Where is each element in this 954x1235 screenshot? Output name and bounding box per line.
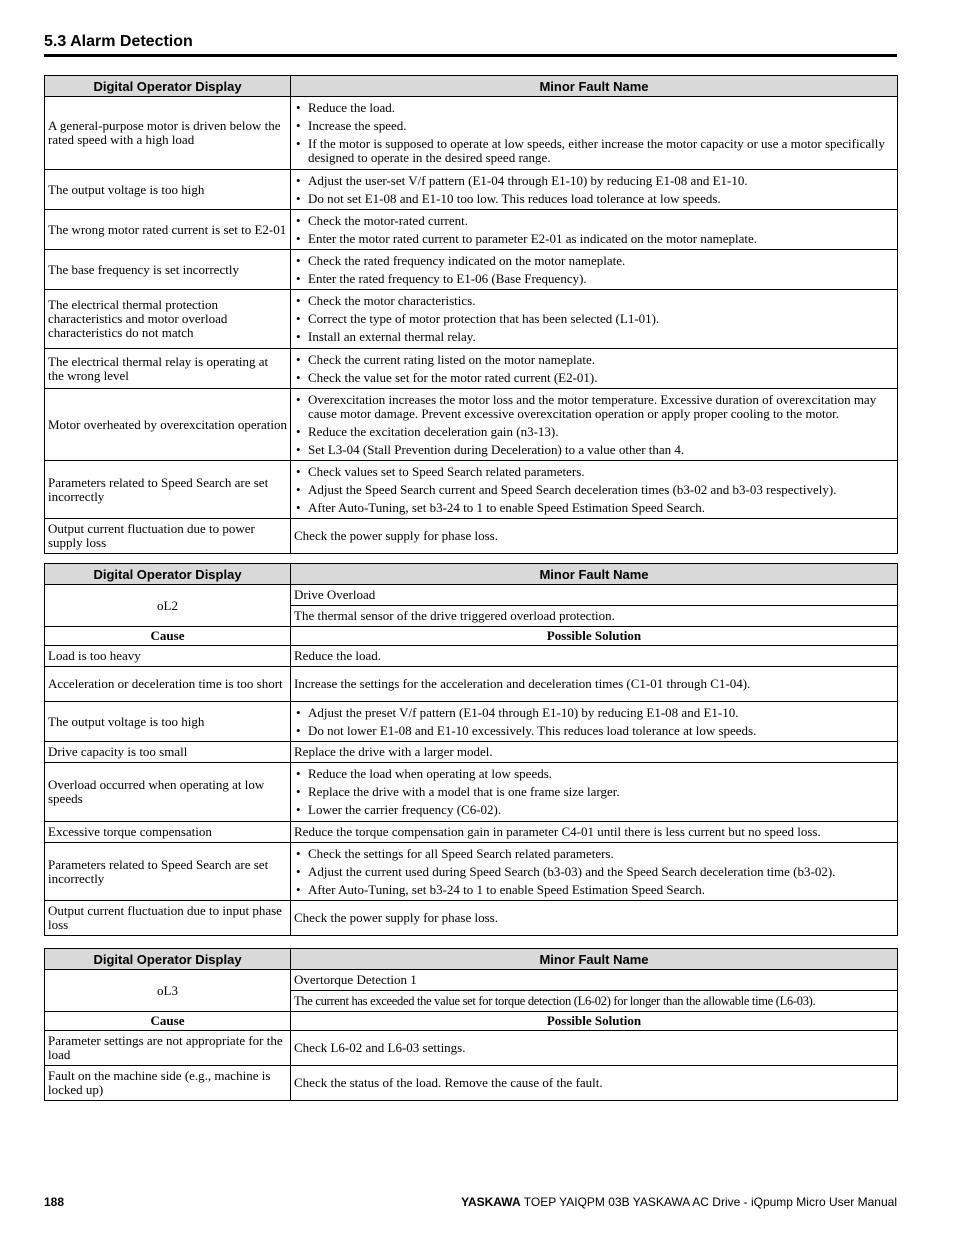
table-header-row (45, 76, 898, 97)
fault-name-row (45, 585, 898, 606)
solution-item: • Overexcitation increases the motor loss and the motor temperature. Excessive duration of overexcitation may cause motor damage. Prevent excessive overexcitation operation or apply proper cooling to the motor. (294, 393, 894, 421)
display-code: oL2 (45, 585, 291, 627)
sub-header-row (45, 1012, 898, 1031)
table-row (45, 742, 898, 763)
solution-item: • Adjust the user-set V/f pattern (E1-04 through E1-10) by reducing E1-08 and E1-10. (294, 174, 894, 188)
table-row (45, 1031, 898, 1066)
solution-item: • After Auto-Tuning, set b3-24 to 1 to enable Speed Estimation Speed Search. (294, 883, 894, 897)
table-row (45, 519, 898, 554)
cause-cell: Fault on the machine side (e.g., machine is locked up) (45, 1066, 291, 1101)
solution-item: • Install an external thermal relay. (294, 330, 894, 344)
table-row (45, 210, 898, 250)
solution-cell (291, 97, 898, 170)
table-row (45, 843, 898, 901)
solution-cell (291, 170, 898, 210)
solution-item: • Check the settings for all Speed Search related parameters. (294, 847, 894, 861)
cause-cell: Parameters related to Speed Search are set incorrectly (45, 843, 291, 901)
cause-header: Cause (45, 1012, 291, 1031)
cause-cell: The output voltage is too high (45, 702, 291, 742)
cause-cell: The electrical thermal protection characteristics and motor overload characteristics do not match (45, 290, 291, 349)
table-row (45, 97, 898, 170)
solution-item: • Do not lower E1-08 and E1-10 excessively. This reduces load tolerance at low speeds. (294, 724, 894, 738)
solution-item: • Check the rated frequency indicated on the motor nameplate. (294, 254, 894, 268)
solution-item: • Replace the drive with a model that is one frame size larger. (294, 785, 894, 799)
display-code: oL3 (45, 970, 291, 1012)
solution-item: • Correct the type of motor protection that has been selected (L1-01). (294, 312, 894, 326)
fault-description: The thermal sensor of the drive triggered overload protection. (291, 606, 898, 627)
solution-item: • Enter the rated frequency to E1-06 (Base Frequency). (294, 272, 894, 286)
table-row (45, 646, 898, 667)
solution-cell: Check L6-02 and L6-03 settings. (291, 1031, 898, 1066)
header-display: Digital Operator Display (45, 564, 291, 585)
solution-cell: Check the power supply for phase loss. (291, 519, 898, 554)
solution-header: Possible Solution (291, 627, 898, 646)
solution-item: • Check the motor-rated current. (294, 214, 894, 228)
table-row (45, 250, 898, 290)
solution-cell: Check the status of the load. Remove the cause of the fault. (291, 1066, 898, 1101)
solution-cell: Reduce the load. (291, 646, 898, 667)
table-row (45, 349, 898, 389)
table-row (45, 822, 898, 843)
cause-cell: Overload occurred when operating at low speeds (45, 763, 291, 822)
header-fault-name: Minor Fault Name (291, 564, 898, 585)
solution-cell: Check the power supply for phase loss. (291, 901, 898, 936)
header-fault-name: Minor Fault Name (291, 949, 898, 970)
table-row (45, 290, 898, 349)
cause-cell: Motor overheated by overexcitation operation (45, 389, 291, 461)
solution-cell (291, 389, 898, 461)
cause-cell: Parameters related to Speed Search are set incorrectly (45, 461, 291, 519)
solution-item: • Reduce the excitation deceleration gain (n3-13). (294, 425, 894, 439)
cause-cell: Excessive torque compensation (45, 822, 291, 843)
cause-cell: Parameter settings are not appropriate for the load (45, 1031, 291, 1066)
footer-manual-title (461, 1195, 897, 1209)
fault-name-row (45, 970, 898, 991)
cause-cell: The wrong motor rated current is set to E2-01 (45, 210, 291, 250)
table-row (45, 1066, 898, 1101)
solution-cell (291, 763, 898, 822)
table-row (45, 170, 898, 210)
cause-header: Cause (45, 627, 291, 646)
solution-cell (291, 843, 898, 901)
table-header-row (45, 949, 898, 970)
fault-name: Overtorque Detection 1 (291, 970, 898, 991)
footer-manual: TOEP YAIQPM 03B YASKAWA AC Drive - iQpump Micro User Manual (520, 1195, 897, 1209)
solution-item: • Reduce the load. (294, 101, 894, 115)
footer-brand: YASKAWA (461, 1195, 521, 1209)
solution-item: • Lower the carrier frequency (C6-02). (294, 803, 894, 817)
solution-item: • Adjust the preset V/f pattern (E1-04 through E1-10) by reducing E1-08 and E1-10. (294, 706, 894, 720)
cause-cell: Load is too heavy (45, 646, 291, 667)
table-row (45, 461, 898, 519)
table-row (45, 702, 898, 742)
solution-item: • Enter the motor rated current to parameter E2-01 as indicated on the motor nameplate. (294, 232, 894, 246)
table-row (45, 389, 898, 461)
cause-cell: Output current fluctuation due to power supply loss (45, 519, 291, 554)
alarm-table-1 (44, 75, 898, 554)
solution-item: • Check the current rating listed on the motor nameplate. (294, 353, 894, 367)
alarm-table-oL2 (44, 563, 898, 936)
solution-cell (291, 702, 898, 742)
cause-cell: Acceleration or deceleration time is too short (45, 667, 291, 702)
cause-cell: The base frequency is set incorrectly (45, 250, 291, 290)
cause-cell: The electrical thermal relay is operating at the wrong level (45, 349, 291, 389)
solution-item: • Adjust the Speed Search current and Speed Search deceleration times (b3-02 and b3-03 respectively). (294, 483, 894, 497)
solution-item: • Check the motor characteristics. (294, 294, 894, 308)
solution-cell (291, 250, 898, 290)
alarm-table-oL3 (44, 948, 898, 1101)
solution-header: Possible Solution (291, 1012, 898, 1031)
cause-cell: Output current fluctuation due to input phase loss (45, 901, 291, 936)
solution-item: • Check values set to Speed Search related parameters. (294, 465, 894, 479)
solution-cell: Reduce the torque compensation gain in parameter C4-01 until there is less current but no speed loss. (291, 822, 898, 843)
page-number: 188 (44, 1195, 65, 1209)
header-fault-name: Minor Fault Name (291, 76, 898, 97)
section-title: 5.3 Alarm Detection (44, 33, 193, 50)
cause-cell: Drive capacity is too small (45, 742, 291, 763)
solution-cell (291, 461, 898, 519)
solution-item: • After Auto-Tuning, set b3-24 to 1 to enable Speed Estimation Speed Search. (294, 501, 894, 515)
solution-item: • Increase the speed. (294, 119, 894, 133)
header-display: Digital Operator Display (45, 76, 291, 97)
solution-item: • Reduce the load when operating at low speeds. (294, 767, 894, 781)
sub-header-row (45, 627, 898, 646)
cause-cell: The output voltage is too high (45, 170, 291, 210)
solution-cell (291, 290, 898, 349)
solution-item: • Adjust the current used during Speed Search (b3-03) and the Speed Search deceleration time (b3-02). (294, 865, 894, 879)
table-header-row (45, 564, 898, 585)
solution-item: • Check the value set for the motor rated current (E2-01). (294, 371, 894, 385)
table-row (45, 901, 898, 936)
fault-description: The current has exceeded the value set for torque detection (L6-02) for longer than the allowable time (L6-03). (291, 991, 898, 1012)
solution-item: • If the motor is supposed to operate at low speeds, either increase the motor capacity or use a motor specifically designed to operate in the desired speed range. (294, 137, 894, 165)
table-row (45, 763, 898, 822)
header-display: Digital Operator Display (45, 949, 291, 970)
solution-cell (291, 349, 898, 389)
fault-name: Drive Overload (291, 585, 898, 606)
solution-item: • Set L3-04 (Stall Prevention during Deceleration) to a value other than 4. (294, 443, 894, 457)
title-rule (44, 54, 897, 57)
cause-cell: A general-purpose motor is driven below the rated speed with a high load (45, 97, 291, 170)
solution-cell: Increase the settings for the acceleration and deceleration times (C1-01 through C1-04). (291, 667, 898, 702)
solution-cell: Replace the drive with a larger model. (291, 742, 898, 763)
solution-item: • Do not set E1-08 and E1-10 too low. This reduces load tolerance at low speeds. (294, 192, 894, 206)
table-row (45, 667, 898, 702)
solution-cell (291, 210, 898, 250)
